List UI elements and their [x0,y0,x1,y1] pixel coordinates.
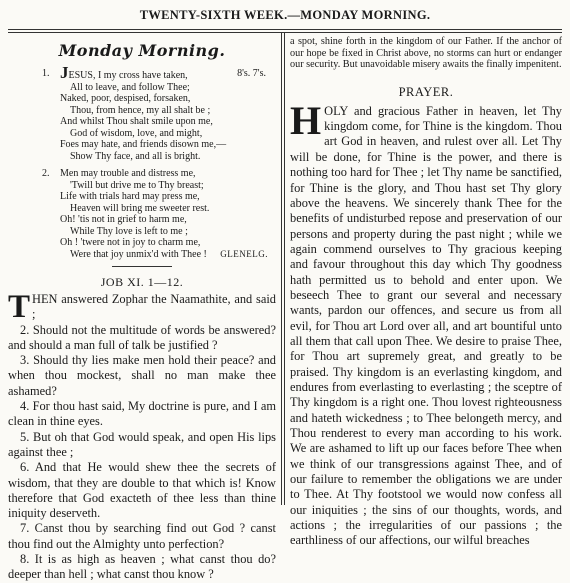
stanza-line: And whilst Thou shalt smile upon me, [60,116,213,127]
prayer-text [290,97,562,549]
top-rule-double [8,32,562,33]
right-column [290,36,562,549]
stanza-dropcap: J [60,63,69,82]
stanza-line: While Thy love is left to me ; [70,225,188,237]
top-rule [8,29,562,30]
stanza-line: Oh! 'tis not in grief to harm me, [60,214,187,225]
stanza-number: 2. [42,168,50,179]
stanza-line: Life with trials hard may press me, [60,191,200,202]
verse-text: HEN answered Zophar the Naamathite, and said ; [32,292,276,322]
stanza-line: Men may trouble and distress me, [60,168,196,179]
verse-2: 2. Should not the multitude of words be answered? and should a man full of talk be justified ? [8,322,276,352]
prayer-dropcap: H [290,97,322,143]
stanza-first-line: ESUS, I my cross have taken, [68,70,188,81]
stanza-line: Show Thy face, and all is bright. [70,150,201,162]
stanza-line: 'Twill but drive me to Thy breast; [70,179,204,191]
stanza-line: All to leave, and follow Thee; [70,81,190,93]
column-divider-double [284,33,285,505]
stanza-line: Naked, poor, despised, forsaken, [60,93,191,104]
hymn-title: Monday Morning. [58,41,226,60]
scripture-heading: JOB XI. 1—12. [100,275,184,289]
stanza-line: God of wisdom, love, and might, [70,127,203,139]
hymn-tune: GLENELG. [220,248,268,259]
exposition-carryover: a spot, shine forth in the kingdom of our Father. If the anchor of our hope be fixed in Christ above, no storms can hurt or endanger our security. But unavoidable misery awaits the finally impenitent. [290,36,562,71]
hymn-meter: 8's. 7's. [237,68,266,79]
verse-6: 6. And that He would shew thee the secrets of wisdom, that they are double to that which is! Know therefore that God exacteth of thee less than thine iniquity deserveth. [8,460,276,521]
prayer-body: OLY and gracious Father in heaven, let Thy kingdom come, for Thine is the kingdom. Thou art God in heaven, and rulest over all. Let Thy will be done, for Thine is the power, and there is nothing too hard for Thee ; let Thy name be sanctified, for Thine is the glory, and Thou hast set Thy glory above the heavens. We sincerely thank Thee for the benefits of undisturbed repose and preservation of our persons and property during the past night ; while we again commend ourselves to Thy gracious keeping and favour throughout this day which Thy goodness hath permitted us to behold and enter upon. We beseech Thee to grant our several and necessary wants, pardon our offences, and secure us from all evil, for Thou art Lord over all, and art bountiful unto all them that call upon Thee. We desire to praise Thee, for Thou art supremely great, and greatly to be praised. Thy kingdom is an everlasting kingdom, and endures from everlasting to everlasting ; the sceptre of Thy kingdom is a right one. Thou lovest righteousness and hateth wickedness ; to Thee belongeth mercy, and Thou renderest to every man according to his work. We are ashamed to lift up our faces before Thee when we think of our transgressions against Thee, and of our failure to remember the obligations we are under to Thee. At Thy footstool we would now confess all our iniquities ; the sins of our thoughts, words, and actions ; the irregularities of our passions ; the earthliness of our affections, our wilful breaches [290,103,562,548]
prayer-heading: PRAYER. [398,84,454,99]
verse-8: 8. It is as high as heaven ; what canst thou do? deeper than hell ; what canst thou know ? [8,552,276,582]
scripture-text [8,289,276,583]
verse-7: 7. Canst thou by searching find out God ? canst thou find out the Almighty unto perfection? [8,521,276,551]
running-head: TWENTY-SIXTH WEEK.—MONDAY MORNING. [139,8,431,22]
section-rule [112,266,172,267]
hymn-stanza-1 [8,63,276,162]
scripture-dropcap: T [8,289,31,325]
hymn-stanza-2 [8,168,276,260]
column-divider [281,33,282,505]
verse-4: 4. For thou hast said, My doctrine is pure, and I am clean in thine eyes. [8,399,276,429]
stanza-line: Heaven will bring me sweeter rest. [70,202,210,214]
verse-5: 5. But oh that God would speak, and open His lips against thee ; [8,429,276,459]
stanza-line: Foes may hate, and friends disown me,— [60,139,227,150]
verse-3: 3. Should thy lies make men hold their peace? and when thou mockest, shall no man make thee ashamed? [8,353,276,398]
stanza-number: 1. [42,68,50,79]
left-column [8,36,276,583]
verse-1 [8,289,276,325]
stanza-line: Thou, from hence, my all shalt be ; [70,104,211,116]
stanza-line: Were that joy unmix'd with Thee ! [70,248,207,260]
stanza-line: Oh ! 'twere not in joy to charm me, [60,237,201,248]
